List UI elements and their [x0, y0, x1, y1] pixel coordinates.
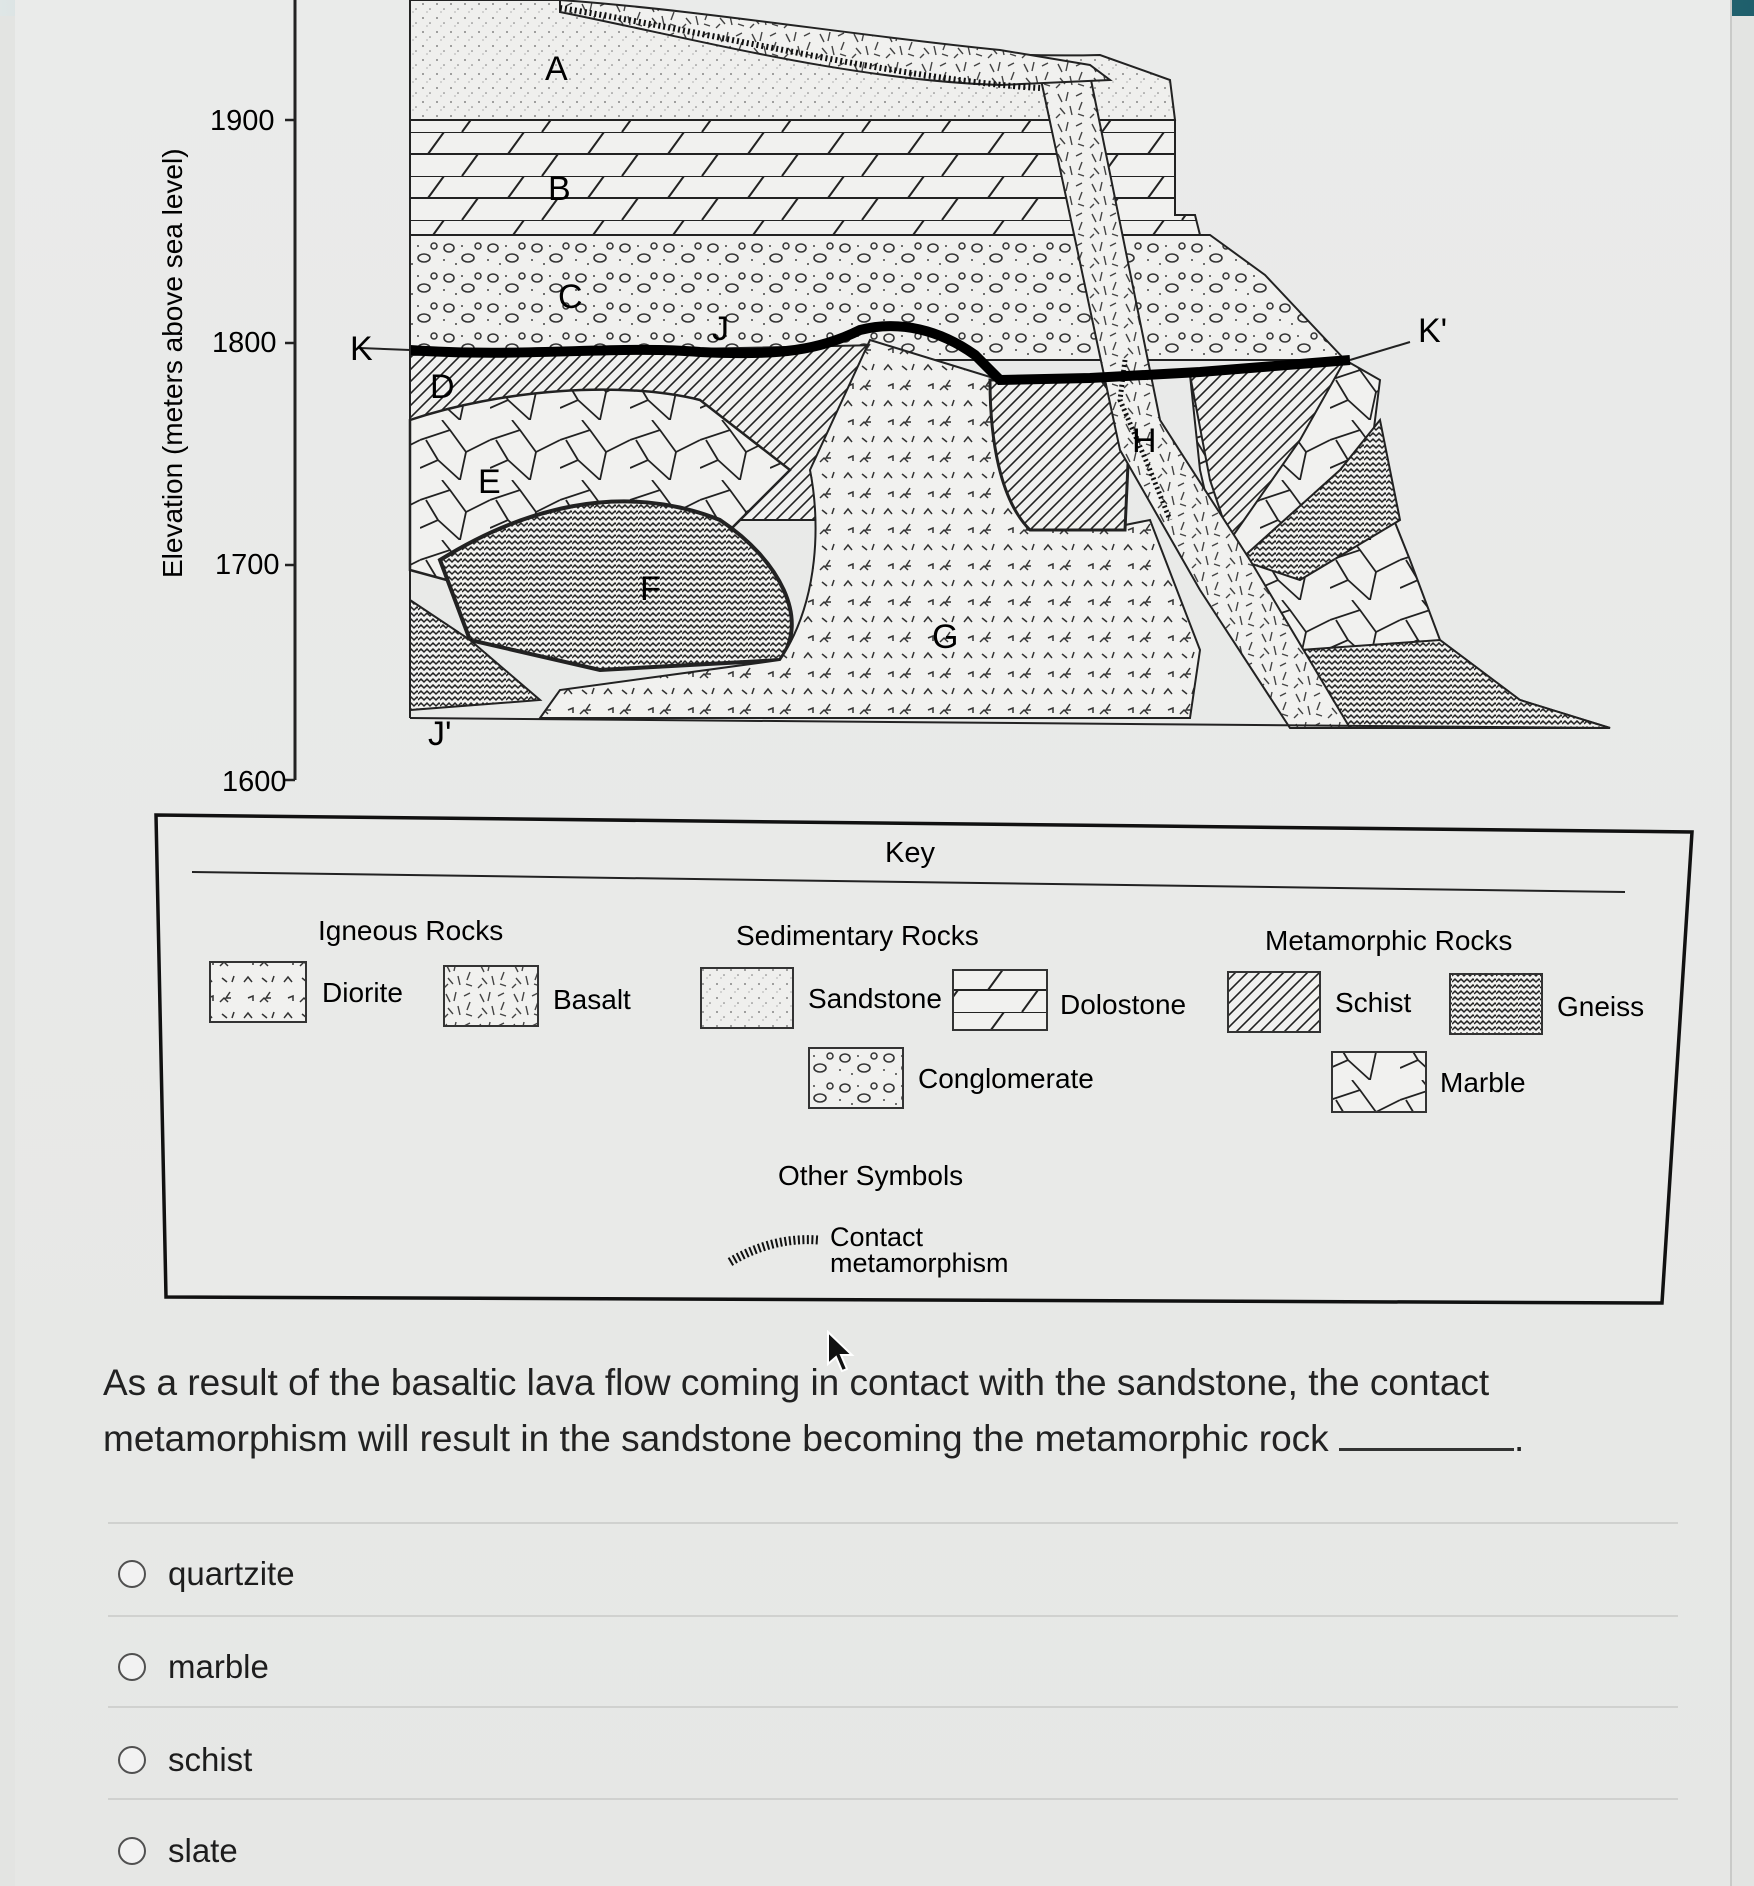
label-k-prime: K' [1418, 312, 1448, 350]
schist-label: Schist [1335, 987, 1412, 1018]
diorite-label: Diorite [322, 977, 403, 1008]
sandstone-label: Sandstone [808, 983, 942, 1014]
tick-label-1600: 1600 [222, 766, 287, 798]
marble-swatch [1332, 1052, 1426, 1112]
layer-c-conglomerate [410, 235, 1345, 360]
rock-layers [360, 0, 1610, 728]
label-k: K [350, 330, 373, 368]
option-slate[interactable] [118, 1832, 238, 1870]
key-title: Key [885, 837, 935, 869]
label-d: D [430, 368, 455, 406]
question-text [103, 1355, 1623, 1467]
sedimentary-heading: Sedimentary Rocks [736, 920, 979, 951]
marble-label: Marble [1440, 1067, 1526, 1098]
divider [108, 1615, 1678, 1617]
divider [108, 1522, 1678, 1524]
radio-button[interactable] [118, 1746, 146, 1774]
conglomerate-swatch [809, 1048, 903, 1108]
tick-label-1700: 1700 [215, 549, 280, 581]
option-schist[interactable] [118, 1741, 252, 1779]
option-label: schist [168, 1741, 253, 1778]
option-label: quartzite [168, 1555, 295, 1592]
tick-label-1900: 1900 [210, 105, 275, 137]
axis-label: Elevation (meters above sea level) [157, 148, 188, 578]
label-h: H [1132, 422, 1157, 460]
igneous-heading: Igneous Rocks [318, 915, 504, 946]
sandstone-swatch [701, 968, 793, 1028]
other-symbols-heading: Other Symbols [778, 1160, 964, 1191]
option-marble[interactable] [118, 1648, 269, 1686]
label-g: G [932, 618, 959, 656]
divider [108, 1798, 1678, 1800]
radio-button[interactable] [118, 1560, 146, 1588]
label-c: C [558, 278, 583, 316]
elevation-axis [157, 0, 295, 798]
label-a: A [545, 50, 568, 88]
gneiss-swatch [1450, 974, 1542, 1034]
contact-label-line2: metamorphism [830, 1248, 1009, 1278]
question-end: . [1513, 1418, 1525, 1459]
divider [108, 1706, 1678, 1708]
option-quartzite[interactable] [118, 1555, 295, 1593]
label-e: E [478, 463, 501, 501]
option-label: marble [168, 1648, 269, 1685]
answer-blank [1339, 1420, 1514, 1451]
diorite-swatch [210, 962, 306, 1022]
contact-label-line1: Contact [830, 1222, 924, 1252]
metamorphic-heading: Metamorphic Rocks [1265, 925, 1513, 956]
dolostone-swatch [953, 970, 1047, 1030]
tick-label-1800: 1800 [212, 327, 277, 359]
option-label: slate [168, 1832, 238, 1869]
conglomerate-label: Conglomerate [918, 1063, 1094, 1094]
label-j: J [712, 310, 729, 348]
label-j-prime: J' [428, 715, 452, 753]
basalt-swatch [444, 966, 538, 1026]
label-f: F [640, 570, 661, 608]
gneiss-label: Gneiss [1557, 991, 1645, 1022]
dolostone-label: Dolostone [1060, 989, 1187, 1020]
label-b: B [548, 170, 571, 208]
key-box [156, 815, 1692, 1303]
radio-button[interactable] [118, 1837, 146, 1865]
basalt-label: Basalt [553, 984, 631, 1015]
right-lower-gneiss [1300, 640, 1610, 728]
radio-button[interactable] [118, 1653, 146, 1681]
question-body: As a result of the basaltic lava flow coming in contact with the sandstone, the contact metamorphism will result in the sandstone becoming the metamorphic rock [103, 1362, 1490, 1459]
schist-swatch [1228, 972, 1320, 1032]
